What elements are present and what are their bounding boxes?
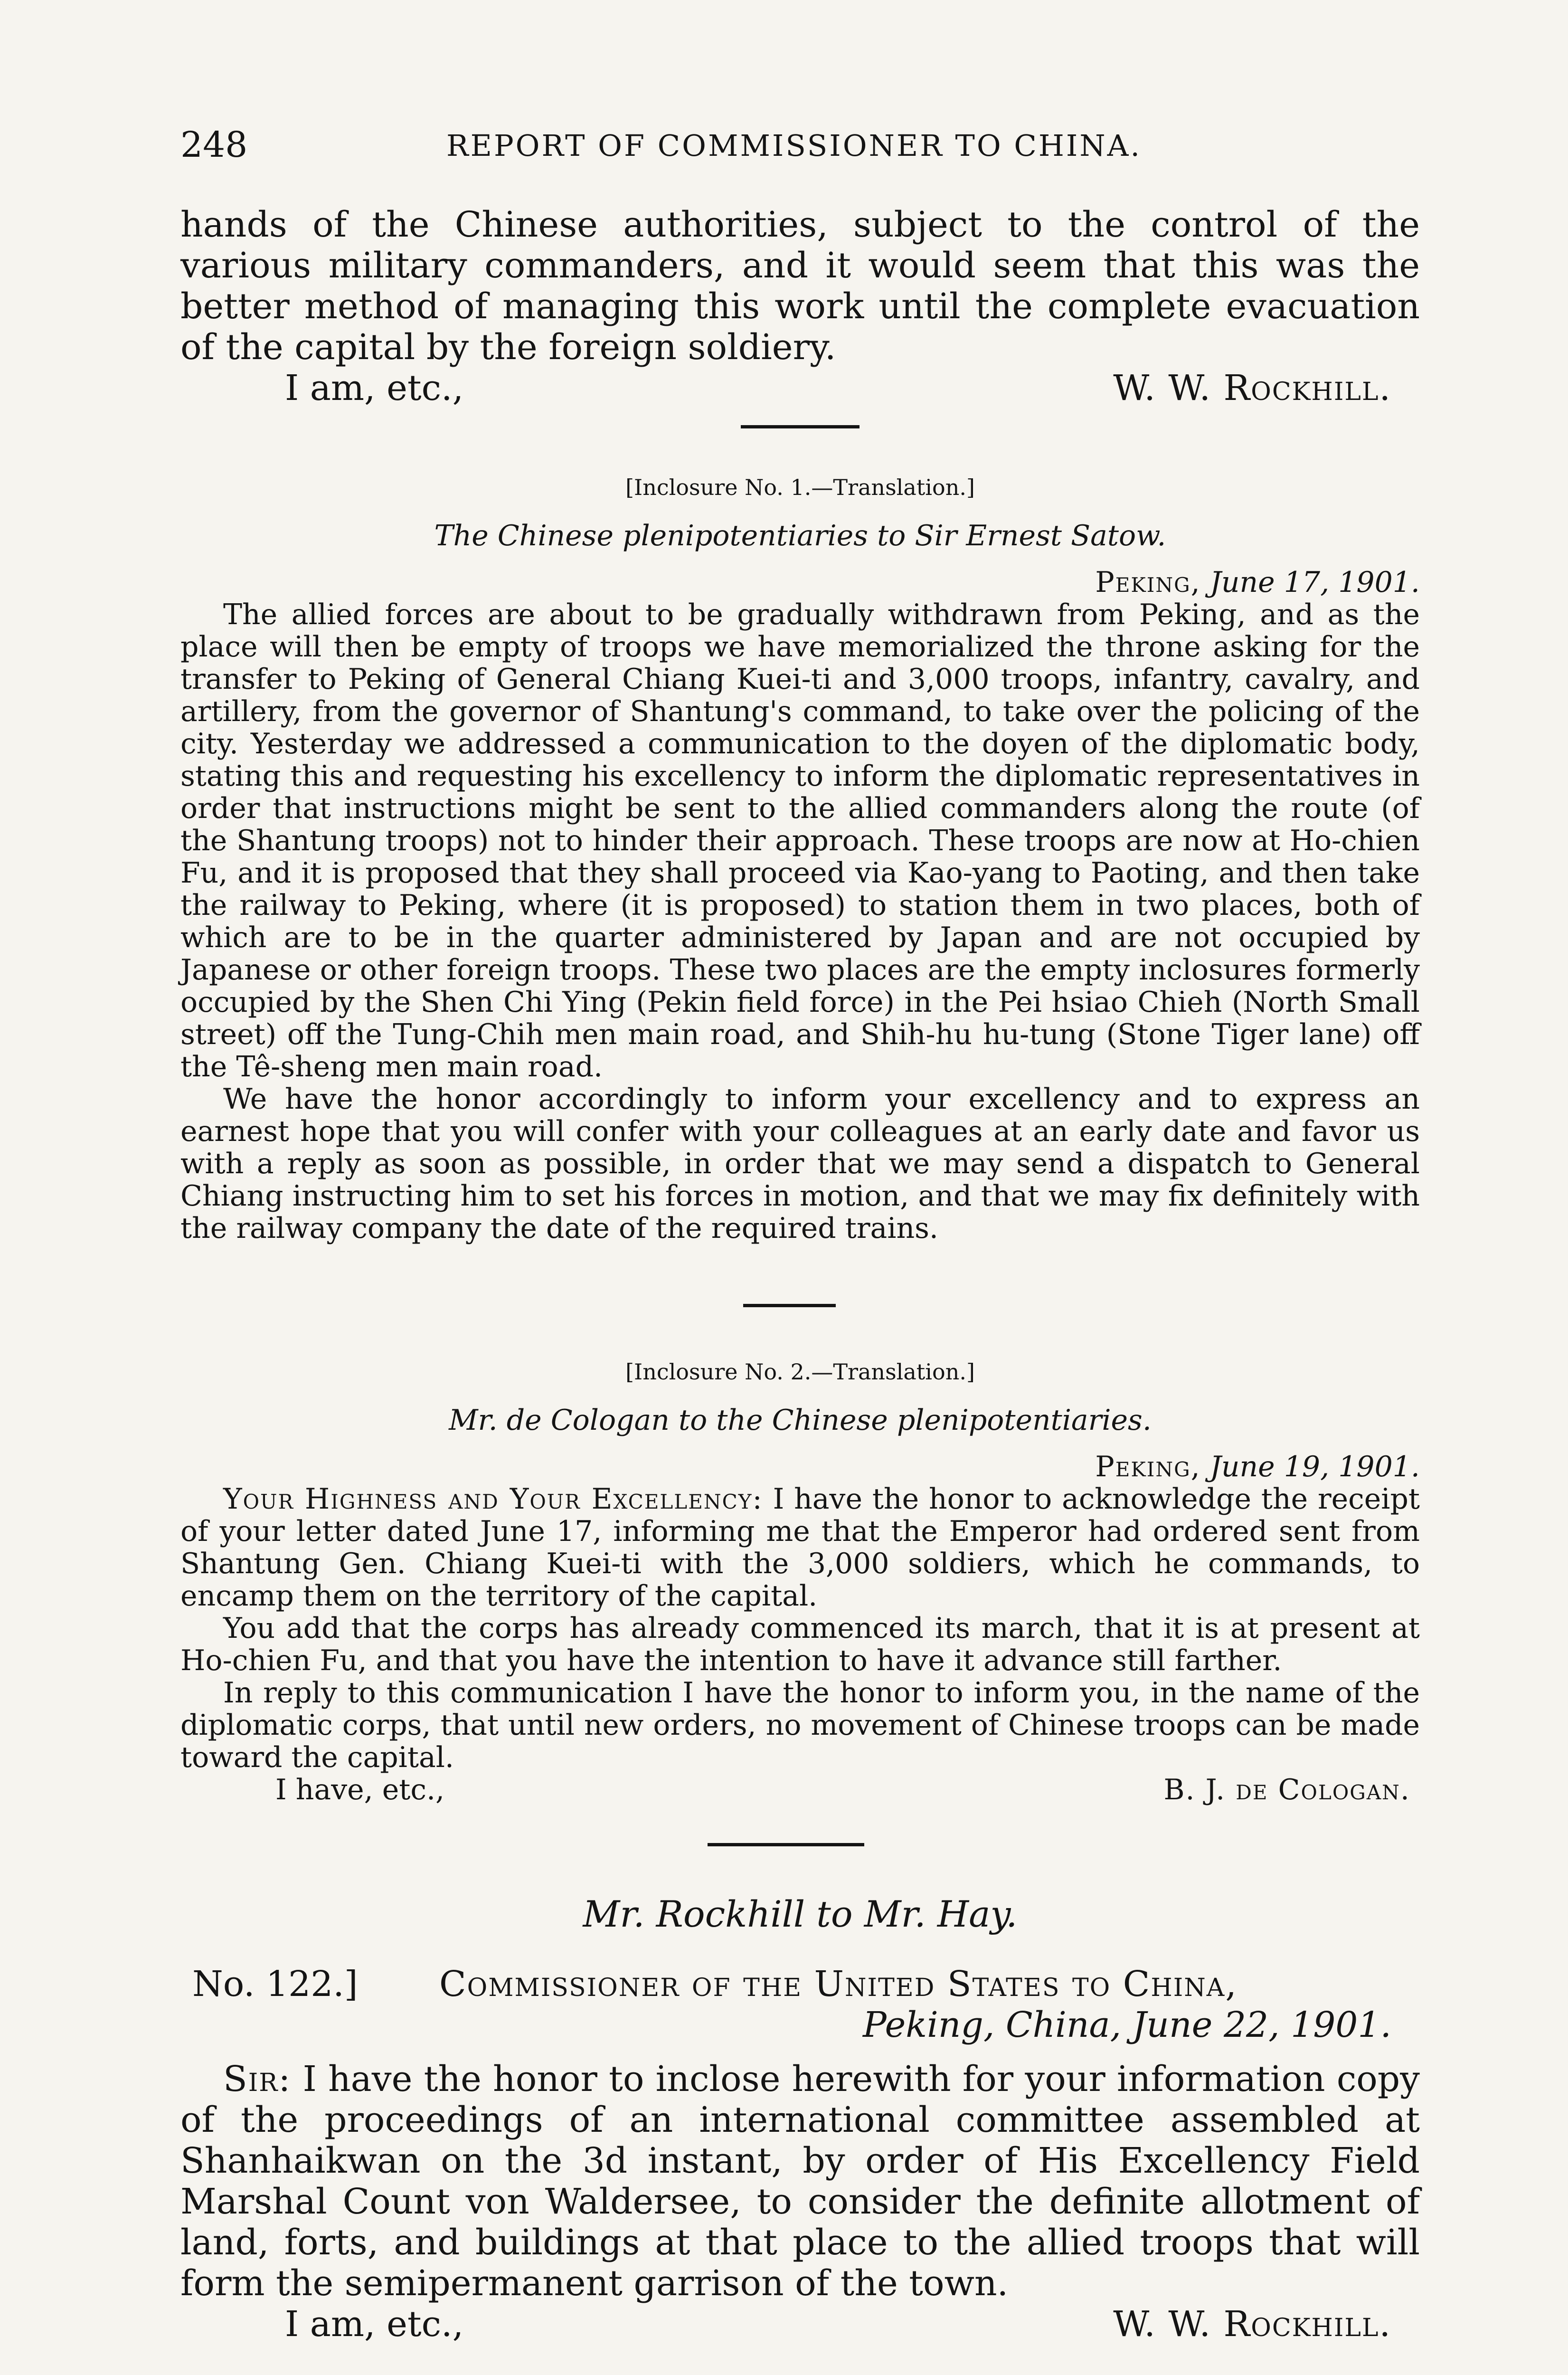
- inclosure-paragraph: In reply to this communication I have the honor to inform you, in the name of the diplomatic corps, that until new orders, no movement of Chinese troops can be made toward the capital.: [180, 1676, 1420, 1774]
- page-header: [180, 124, 1420, 167]
- paragraph-text: I have the honor to acknowledge the receipt of your letter dated June 17, informing me that the Emperor had ordered sent from Shantung Gen. Chiang Kuei-ti with the 3,000 soldiers, which he commands, to encamp them on the territory of the capital.: [180, 1482, 1420, 1613]
- letter-dateline: Peking, China, June 22, 1901.: [863, 2004, 1391, 2045]
- running-title: REPORT OF COMMISSIONER TO CHINA.: [446, 128, 1142, 163]
- inclosure-heading: [Inclosure No. 2.—Translation.]: [625, 1359, 975, 1385]
- letter-from: Commissioner of the United States to China,: [439, 1964, 1237, 2004]
- page-number: 248: [180, 124, 248, 165]
- inclosure-title: The Chinese plenipotentiaries to Sir Ernest Satow.: [434, 519, 1166, 552]
- letter-title: Mr. Rockhill to Mr. Hay.: [583, 1893, 1018, 1935]
- dateline-place: Peking,: [1095, 1450, 1201, 1483]
- opening-signoff: [180, 368, 1420, 408]
- dateline: [180, 1451, 1420, 1483]
- paragraph-text: I have the honor to inclose herewith for your information copy of the proceedings of an international committee assembled at Shanhaikwan on the 3d instant, by order of His Excellency Field Marshal Count von Waldersee, to consider the definite allotment of land, forts, and buildings at that place to the allied troops that will form the semipermanent garrison of the town.: [180, 2059, 1420, 2304]
- dateline: [180, 566, 1420, 598]
- letter-body: [180, 2059, 1420, 2304]
- divider-rule: [708, 1843, 864, 1846]
- inclosure-paragraph: We have the honor accordingly to inform your excellency and to express an earnest hope that you will confer with your colleagues at an early date and favor us with a reply as soon as possible, in order that we may send a dispatch to General Chiang instructing him to set his forces in motion, and that we may fix definitely with the railway company the date of the required trains.: [180, 1083, 1420, 1245]
- opening-paragraph: hands of the Chinese authorities, subject to the control of the various military commanders, and it would seem that this was the better method of managing this work until the complete evacuation of the capital by the foreign soldiery.: [180, 204, 1420, 368]
- divider-rule: [741, 425, 860, 428]
- inclosure-heading: [Inclosure No. 1.—Translation.]: [625, 475, 975, 500]
- inclosure-paragraph: The allied forces are about to be gradually withdrawn from Peking, and as the place will then be empty of troops we have memorialized the throne asking for the transfer to Peking of General Chiang Kuei-ti and 3,000 troops, infantry, cavalry, and artillery, from the governor of Shantung's command, to take over the policing of the city. Yesterday we addressed a communication to the doyen of the diplomatic body, stating this and requesting his excellency to inform the diplomatic representatives in order that instructions might be sent to the allied commanders along the route (of the Shantung troops) not to hinder their approach. These troops are now at Ho-chien Fu, and it is proposed that they shall proceed via Kao-yang to Paoting, and then take the railway to Peking, where (it is proposed) to station them in two places, both of which are to be in the quarter administered by Japan and are not occupied by Japanese or other foreign troops. These two places are the empty inclosures formerly occupied by the Shen Chi Ying (Pekin field force) in the Pei hsiao Chieh (North Small street) off the Tung-Chih men main road, and Shih-hu hu-tung (Stone Tiger lane) off the Tê-sheng men main road.: [180, 598, 1420, 1083]
- inclosure-title: Mr. de Cologan to the Chinese plenipotentiaries.: [449, 1404, 1152, 1437]
- closing-text: I am, etc.,: [285, 368, 464, 408]
- salutation: Sir:: [223, 2059, 292, 2100]
- inclosure-2: [180, 1358, 1420, 1806]
- inclosure-1: [180, 474, 1420, 1244]
- letter-section: [180, 1893, 1420, 2345]
- letter-number: No. 122.]: [192, 1964, 358, 2004]
- dateline-date: June 17, 1901.: [1209, 566, 1420, 599]
- letter-signoff: [180, 2304, 1420, 2345]
- inclosure-paragraph: [180, 1483, 1420, 1612]
- dateline-place: Peking,: [1095, 566, 1201, 599]
- closing-text: I am, etc.,: [285, 2304, 464, 2345]
- divider-rule: [743, 1304, 836, 1307]
- letter-number-line: [180, 1964, 1420, 2004]
- inclosure-paragraph: You add that the corps has already commenced its march, that it is at present at Ho-chien Fu, and that you have the intention to have it advance still farther.: [180, 1612, 1420, 1677]
- signature: B. J. de Cologan.: [1163, 1773, 1410, 1806]
- signature: W. W. Rockhill.: [1113, 368, 1391, 408]
- inclosure-signoff: [180, 1774, 1420, 1806]
- dateline-date: June 19, 1901.: [1209, 1450, 1420, 1483]
- signature: W. W. Rockhill.: [1113, 2304, 1391, 2345]
- opening-section: [180, 204, 1420, 408]
- salutation: Your Highness and Your Excellency:: [223, 1482, 763, 1516]
- closing-text: I have, etc.,: [275, 1773, 445, 1806]
